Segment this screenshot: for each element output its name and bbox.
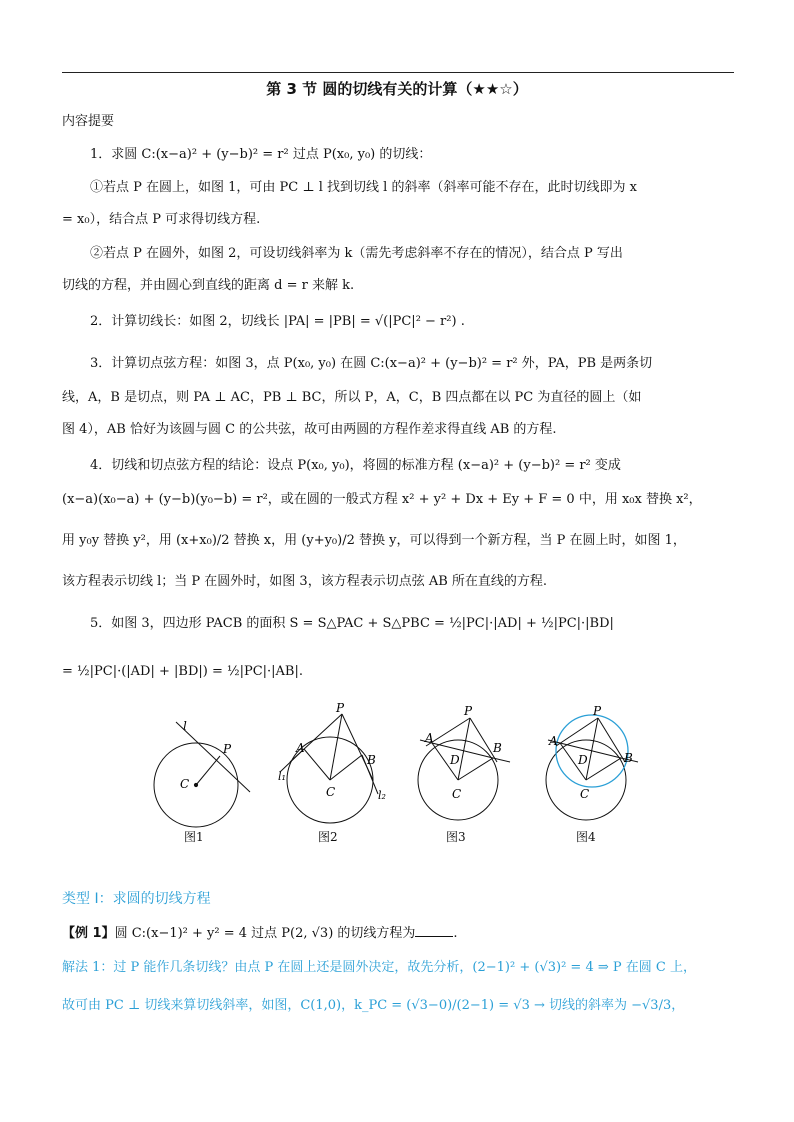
item-1: 1．求圆 C:(x−a)² + (y−b)² = r² 过点 P(x₀, y₀) 的切线： bbox=[90, 147, 432, 162]
item-4-cont3: 该方程表示切线 l；当 P 在圆外时，如图 3，该方程表示切点弦 AB 所在直线的方程. bbox=[62, 574, 548, 589]
page-title: 第 3 节 圆的切线有关的计算（★★☆） bbox=[266, 80, 528, 98]
example-text: 圆 C:(x−1)² + y² = 4 过点 P(2, √3) 的切线方程为 bbox=[114, 926, 416, 941]
fig1-label-P: P bbox=[223, 742, 232, 756]
item-1b-cont: 切线的方程，并由圆心到直线的距离 d = r 来解 k. bbox=[62, 278, 355, 293]
figure-3-caption: 图3 bbox=[446, 830, 466, 844]
item-5-cont: = ½|PC|·(|AD| + |BD|) = ½|PC|·|AB|. bbox=[62, 664, 303, 679]
item-3-cont2: 图 4），AB 恰好为该圆与圆 C 的公共弦，故可由两圆的方程作差求得直线 AB 的方程. bbox=[62, 422, 557, 437]
item-2: 2．计算切线长：如图 2，切线长 |PA| = |PB| = √(|PC|² − r²) . bbox=[90, 314, 465, 329]
fig4-label-P: P bbox=[593, 704, 602, 718]
fig2-label-P: P bbox=[336, 701, 345, 715]
intro-heading: 内容提要 bbox=[62, 114, 115, 129]
example-end: . bbox=[453, 926, 458, 941]
fig4-label-C: C bbox=[580, 787, 590, 801]
item-1a-cont: = x₀），结合点 P 可求得切线方程. bbox=[62, 212, 261, 227]
item-3: 3．计算切点弦方程：如图 3，点 P(x₀, y₀) 在圆 C:(x−a)² + (y−b)² = r² 外，PA，PB 是两条切 bbox=[90, 356, 653, 371]
item-4-cont2: 用 y₀y 替换 y²，用 (x+x₀)/2 替换 x，用 (y+y₀)/2 替换 y，可以得到一个新方程，当 P 在圆上时，如图 1， bbox=[62, 533, 686, 548]
example-1 bbox=[62, 924, 738, 944]
figures bbox=[0, 700, 794, 830]
item-1b: ②若点 P 在圆外，如图 2，可设切线斜率为 k（需先考虑斜率不存在的情况），结合点 P 写出 bbox=[90, 246, 623, 261]
fig4-label-B: B bbox=[624, 751, 633, 765]
fig4-label-D: D bbox=[578, 753, 588, 767]
item-5: 5．如图 3，四边形 PACB 的面积 S = S△PAC + S△PBC = ½|PC|·|AD| + ½|PC|·|BD| bbox=[90, 616, 614, 631]
fig3-label-B: B bbox=[493, 741, 502, 755]
item-1a: ①若点 P 在圆上，如图 1，可由 PC ⊥ l 找到切线 l 的斜率（斜率可能不存在，此时切线即为 x bbox=[90, 180, 637, 195]
figure-1-caption: 图1 bbox=[184, 830, 204, 844]
solution-line-1: 解法 1：过 P 能作几条切线？由点 P 在圆上还是圆外决定，故先分析，(2−1)² + (√3)² = 4 ⇒ P 在圆 C 上， bbox=[62, 960, 696, 975]
item-4-cont: (x−a)(x₀−a) + (y−b)(y₀−b) = r²，或在圆的一般式方程 x² + y² + Dx + Ey + F = 0 中，用 x₀x 替换 x²， bbox=[62, 492, 702, 507]
item-3-cont: 线，A，B 是切点，则 PA ⊥ AC，PB ⊥ BC，所以 P，A，C，B 四点都在以 PC 为直径的圆上（如 bbox=[62, 390, 642, 405]
fig3-label-P: P bbox=[464, 704, 473, 718]
fig3-label-A: A bbox=[425, 731, 434, 745]
item-4: 4．切线和切点弦方程的结论：设点 P(x₀, y₀)，将圆的标准方程 (x−a)² + (y−b)² = r² 变成 bbox=[90, 458, 621, 473]
fig2-label-B: B bbox=[367, 753, 376, 767]
figure-1 bbox=[154, 722, 250, 827]
fig2-label-l1: l₁ bbox=[278, 770, 286, 783]
figure-4 bbox=[546, 715, 638, 820]
fig2-label-A: A bbox=[296, 741, 305, 755]
answer-blank bbox=[415, 924, 453, 937]
fig4-label-A: A bbox=[549, 734, 558, 748]
fig3-label-C: C bbox=[452, 787, 462, 801]
figure-2-caption: 图2 bbox=[318, 830, 338, 844]
example-tag: 【例 1】 bbox=[62, 926, 115, 941]
solution-line-2: 故可由 PC ⊥ 切线来算切线斜率，如图，C(1,0)，k_PC = (√3−0)/(2−1) = √3 → 切线的斜率为 −√3/3， bbox=[62, 998, 685, 1013]
fig2-label-l2: l₂ bbox=[378, 789, 386, 802]
fig3-label-D: D bbox=[450, 753, 460, 767]
fig1-label-C: C bbox=[180, 777, 190, 791]
figure-2 bbox=[280, 714, 378, 823]
section-heading: 类型 I：求圆的切线方程 bbox=[62, 891, 211, 907]
fig2-label-C: C bbox=[326, 785, 336, 799]
fig1-label-l: l bbox=[183, 719, 187, 733]
header-rule bbox=[62, 72, 734, 73]
figure-4-caption: 图4 bbox=[576, 830, 596, 844]
